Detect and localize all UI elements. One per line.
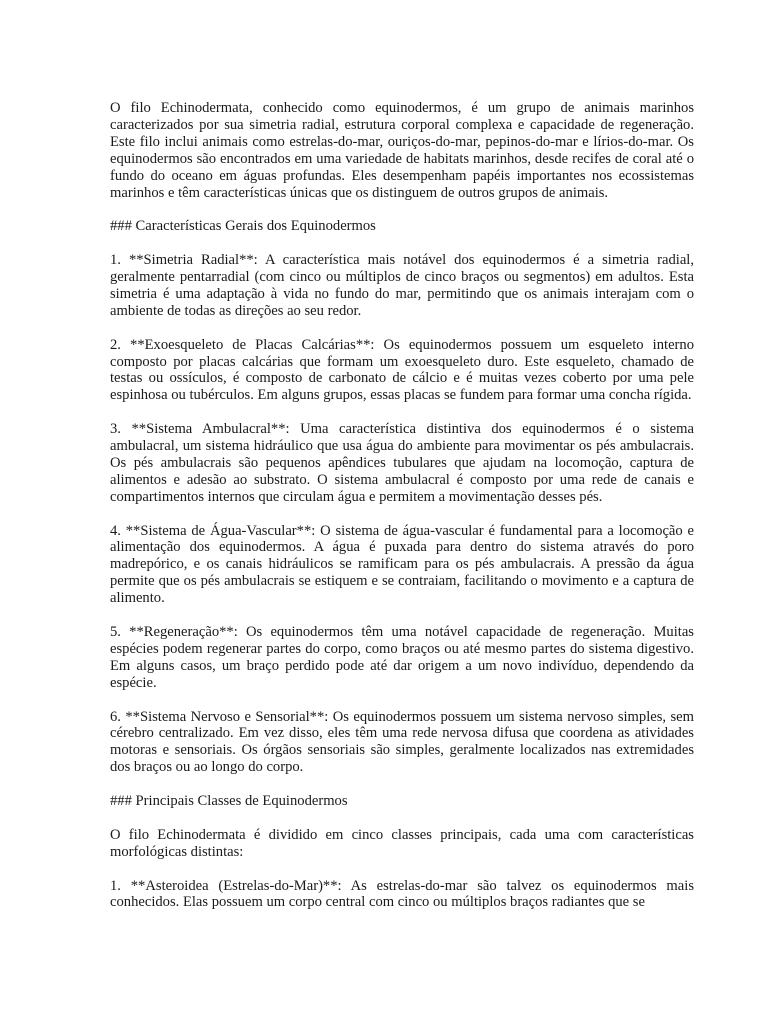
- section-heading-general-characteristics: ### Características Gerais dos Equinodermos: [110, 218, 376, 235]
- list-item-regeneration: 5. **Regeneração**: Os equinodermos têm uma notável capacidade de regeneração. Muitas espécies podem regenerar partes do corpo, como braços ou até mesmo partes do sistema digestivo. Em alguns casos, um braço perdido pode até dar origem a um novo indivíduo, dependendo da espécie.: [110, 624, 694, 691]
- list-item-ambulacral-system: 3. **Sistema Ambulacral**: Uma característica distintiva dos equinodermos é o sistema ambulacral, um sistema hidráulico que usa água do ambiente para movimentar os pés ambulacrais. Os pés ambulacrais são pequenos apêndices tubulares que ajudam na locomoção, captura de alimentos e adesão ao substrato. O sistema ambulacral é composto por uma rede de canais e compartimentos internos que circulam água e permitem a movimentação desses pés.: [110, 421, 694, 505]
- list-item-water-vascular-system: 4. **Sistema de Água-Vascular**: O sistema de água-vascular é fundamental para a locomoção e alimentação dos equinodermos. A água é puxada para dentro do sistema através do poro madrepórico, e os canais hidráulicos se ramificam para os pés ambulacrais. A pressão da água permite que os pés ambulacrais se estiquem e se contraiam, facilitando o movimento e a captura de alimento.: [110, 522, 694, 607]
- list-item-nervous-system: 6. **Sistema Nervoso e Sensorial**: Os equinodermos possuem um sistema nervoso simples, sem cérebro centralizado. Em vez disso, eles têm uma rede nervosa difusa que coordena as atividades motoras e sensoriais. Os órgãos sensoriais são simples, geralmente localizados nas extremidades dos braços ou ao longo do corpo.: [110, 708, 694, 776]
- section-heading-main-classes: ### Principais Classes de Equinodermos: [110, 793, 348, 810]
- intro-paragraph: O filo Echinodermata, conhecido como equinodermos, é um grupo de animais marinhos caracterizados por sua simetria radial, estrutura corporal complexa e capacidade de regeneração. Este filo inclui animais como estrelas-do-mar, ouriços-do-mar, pepinos-do-mar e lírios-do-mar. Os equinodermos são encontrados em uma variedade de habitats marinhos, desde recifes de coral até o fundo do oceano em águas profundas. Eles desempenham papéis importantes nos ecossistemas marinhos e têm características únicas que os distinguem de outros grupos de animais.: [110, 100, 694, 201]
- list-item-calcareous-plates: 2. **Exoesqueleto de Placas Calcárias**: Os equinodermos possuem um esqueleto interno composto por placas calcárias que formam um exoesqueleto duro. Este esqueleto, chamado de testas ou ossículos, é composto de carbonato de cálcio e é muitas vezes coberto por uma pele espinhosa ou tubérculos. Em alguns grupos, essas placas se fundem para formar uma concha rígida.: [110, 336, 694, 404]
- classes-intro-paragraph: O filo Echinodermata é dividido em cinco classes principais, cada uma com características morfológicas distintas:: [110, 826, 694, 860]
- document-page: [110, 100, 694, 911]
- list-item-radial-symmetry: 1. **Simetria Radial**: A característica mais notável dos equinodermos é a simetria radial, geralmente pentarradial (com cinco ou múltiplos de cinco braços ou segmentos) em adultos. Esta simetria é uma adaptação à vida no fundo do mar, permitindo que os animais interajam com o ambiente de todas as direções ao seu redor.: [110, 252, 694, 319]
- list-item-asteroidea: 1. **Asteroidea (Estrelas-do-Mar)**: As estrelas-do-mar são talvez os equinodermos mais conhecidos. Elas possuem um corpo central com cinco ou múltiplos braços radiantes que se: [110, 877, 694, 911]
